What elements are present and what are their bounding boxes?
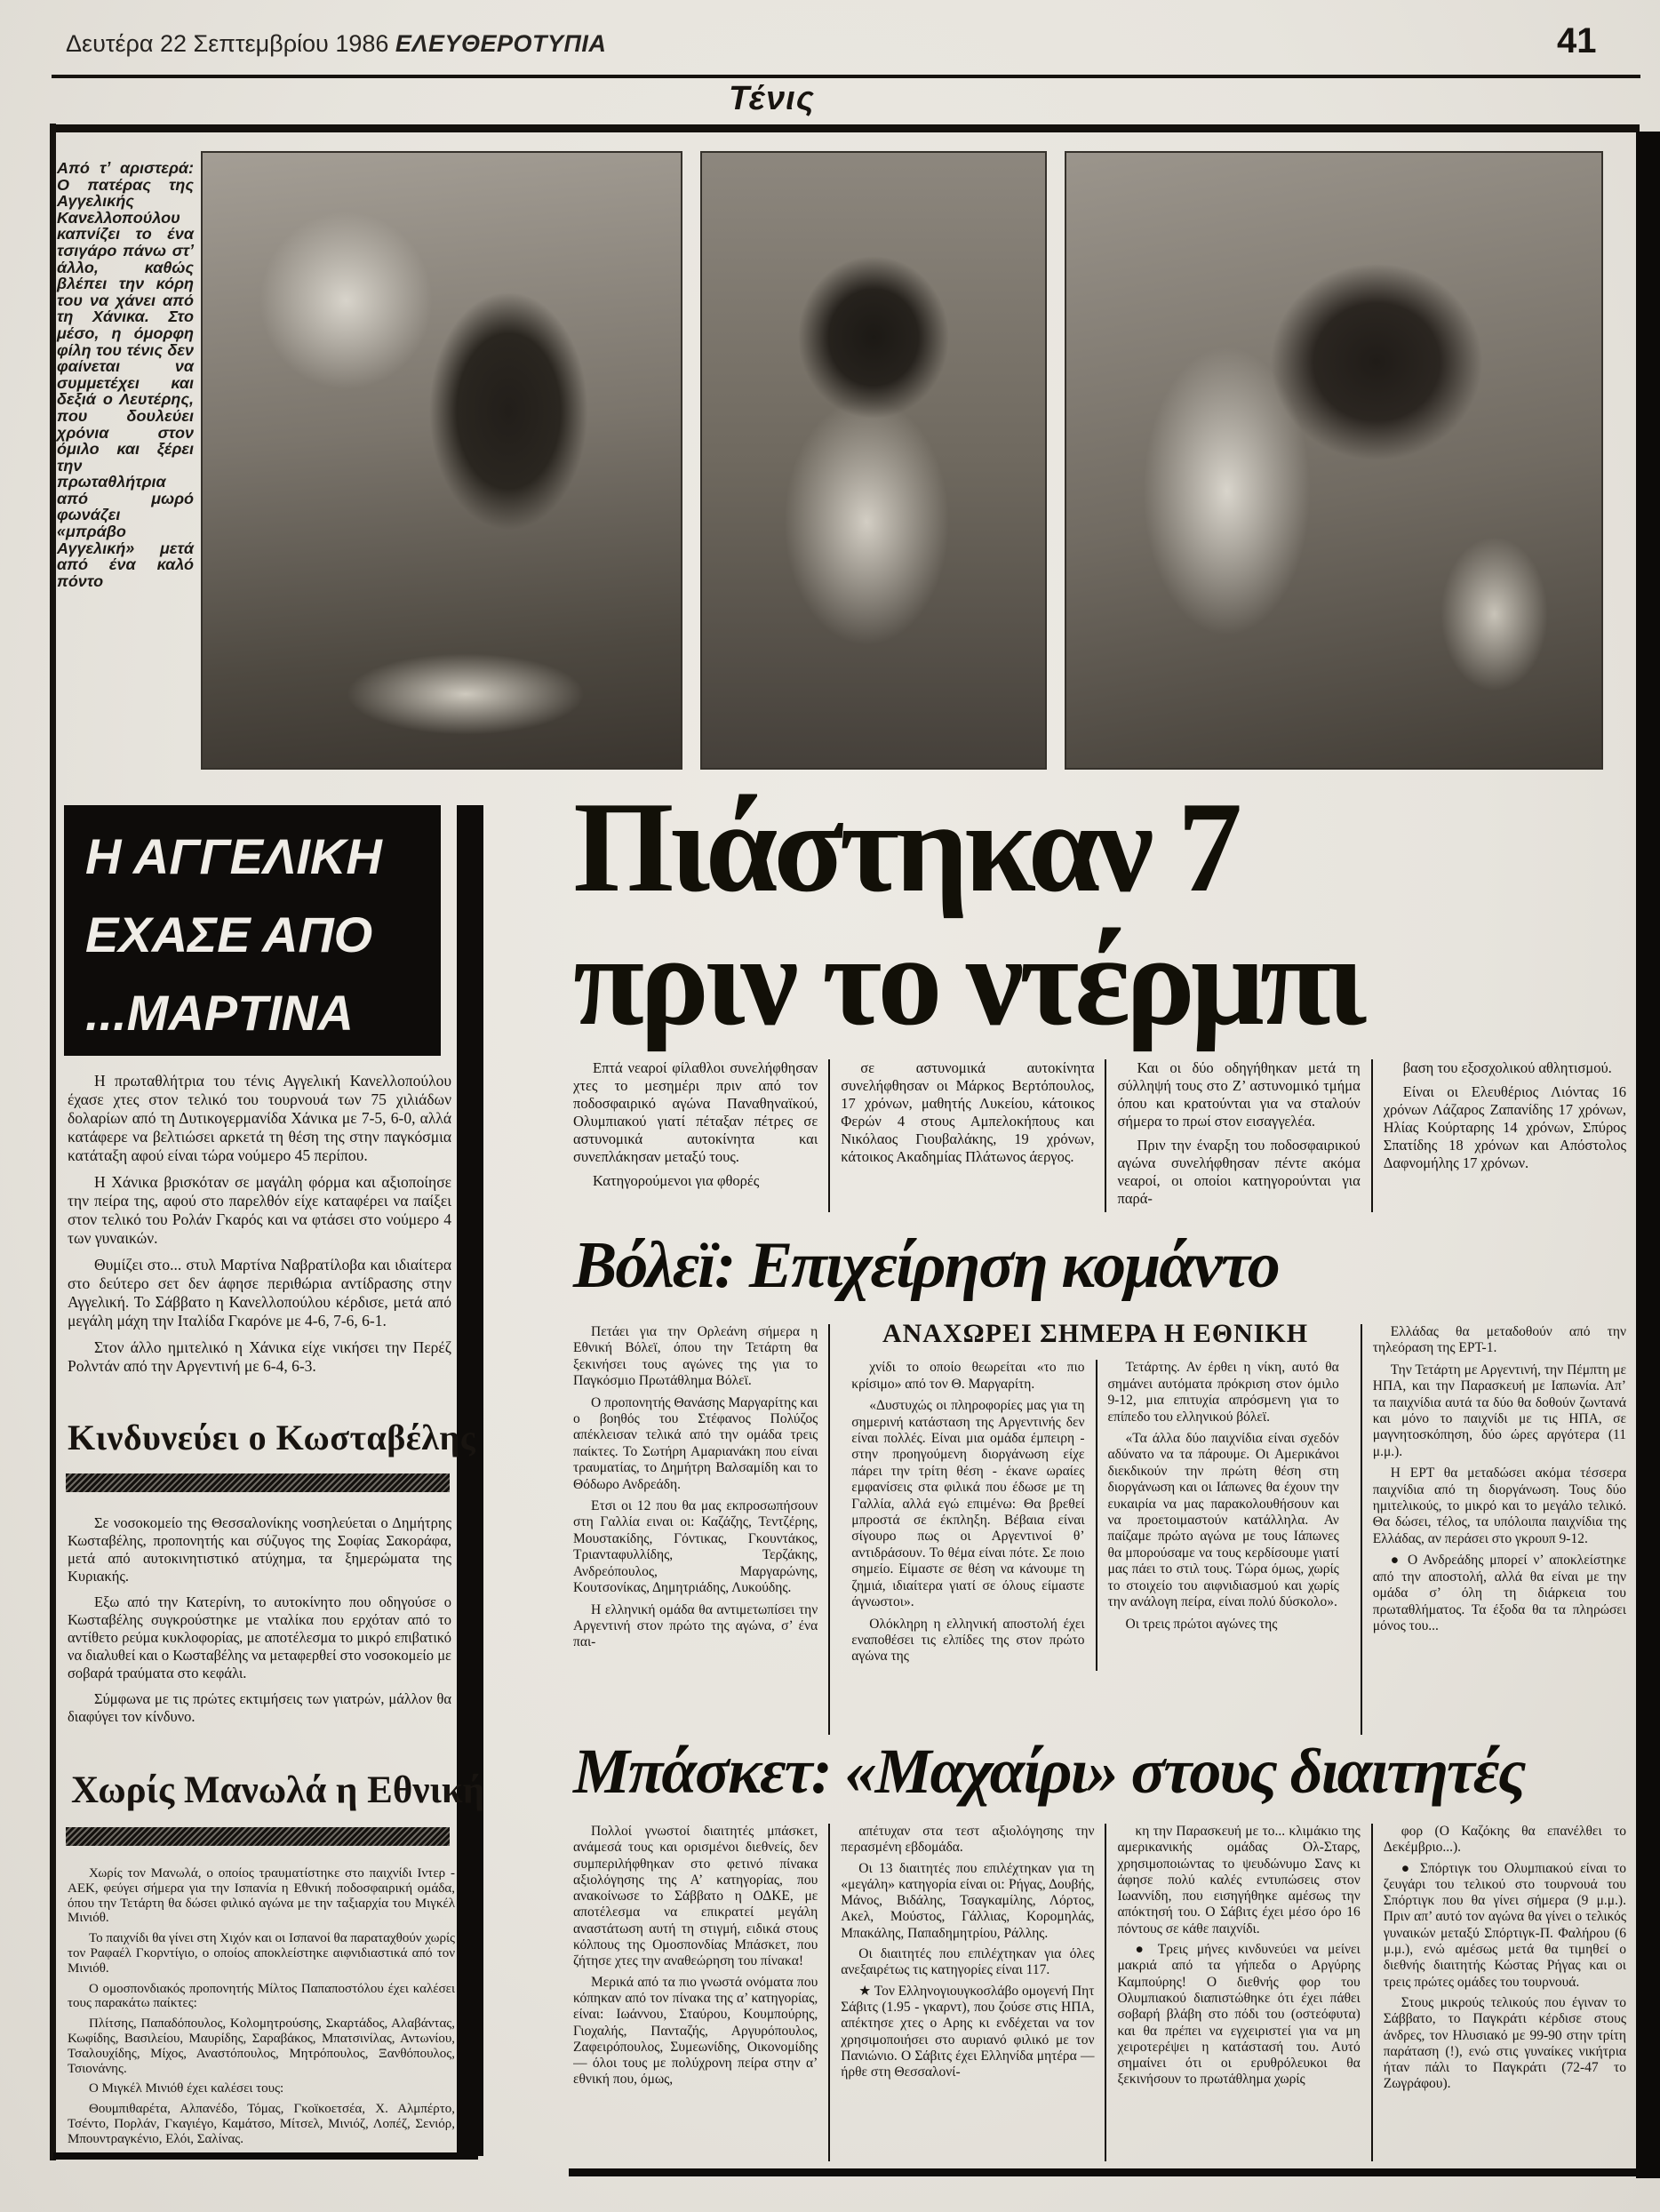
paragraph: ● Τρεις μήνες κινδυνεύει να μείνει μακριά από τα γήπεδα ο Αργύρης Καμπούρης! Ο διεθνής φορ του Ολυμπιακού διαπιστώθηκε ότι έχει πάθει σοβαρή βλάβη στο πόδι του (οστεόφυτα) και θα πρέπει να εγχειριστεί για να μη χειροτερέψει η κατάστασή του. Αυτό σημαίνει ότι οι ερυθρόλευκοι θα ξεκινήσουν το πρωτάθλημα χωρίς: [1117, 1942, 1361, 2088]
section-label: Τένις: [729, 80, 815, 117]
paragraph: «Δυστυχώς οι πληροφορίες μας για τη σημερινή κατάσταση της Αργεντινής δεν είναι πολλές. Είναι μια ομάδα έμπειρη - στην προηγούμενη διοργάνωση είχε πάρει την τρίτη θέση - έκανε ωραίες εμφανίσεις στα φιλικά που έδωσε με τη Γαλλία, αλλά εγώ επιμένω: Θα βρεθεί μπροστά σε έκπληξη. Βέβαια είναι σίγουρο πως οι Αργεντινοί θ’ αντιδράσουν. Το θέμα είναι πότε. Σε ποιο σημείο. Είμαστε σε θέση να κάνουμε τη ζημιά, ιδιαίτερα γιατί σε όλους είμαστε άγνωστοι».: [851, 1398, 1085, 1610]
paragraph: Είναι οι Ελευθέριος Λιόντας 16 χρόνων Λάζαρος Ζαπανίδης 17 χρόνων, Ηλίας Κούρταρης 14 χρόνων, Σπύρος Σπατίδης 18 χρόνων και Απόστολος Δαφνομήλης 17 χρόνων.: [1383, 1083, 1626, 1171]
paragraph: απέτυχαν στα τεστ αξιολόγησης την περασμένη εβδομάδα.: [841, 1824, 1095, 1856]
left-column-bottom-rule: [53, 2152, 478, 2160]
derby-headline-line1: Πιάστηκαν 7: [573, 775, 1238, 919]
paragraph: Στους μικρούς τελικούς που έγιναν το Σάββατο, το Παγκράτι κέρδισε στους άνδρες, τον Ηλυσιακό με 99-90 στην τρίτη παράταση (!), ενώ στις γυναίκες νικήτρια ήταν πάλι το Παγκράτι (72-47 το Ζωγράφου).: [1383, 1994, 1626, 2092]
paragraph: Ολόκληρη η ελληνική αποστολή έχει εναποθέσει τις ελπίδες της στον πρώτο αγώνα της: [851, 1616, 1085, 1665]
paragraph: χνίδι το οποίο θεωρείται «το πιο κρίσιμο» από τον Θ. Μαργαρίτη.: [851, 1360, 1085, 1392]
paragraph: Ο ομοσπονδιακός προπονητής Μίλτος Παπαποστόλου έχει καλέσει τους παρακάτω παίκτες:: [68, 1981, 455, 2011]
main-bottom-rule: [569, 2168, 1640, 2176]
tennis-headline-line3: ...ΜΑΡΤΙΝΑ: [85, 985, 354, 1041]
photo-woman-spectator: [700, 151, 1047, 770]
paragraph: Ο προπονητής Θανάσης Μαργαρίτης και ο βοηθός του Στέφανος Πολύζος απέκλεισαν τελικά από την ομάδα τρεις παίκτες. Το Σωτήρη Αμαριανάκη που είναι τραυματίας, το Δημήτρη Βαλσαμίδη και το Θόδωρο Ανδρεάδη.: [573, 1394, 818, 1492]
paragraph: Η πρωταθλήτρια του τένις Αγγελική Κανελλοπούλου έχασε χτες στον τελικό του τουρνουά των 75 χιλιάδων δολαρίων από τη Δυτικογερμανίδα Χάνικα με 7-5, 6-0, αλλά κατάφερε να βελτιώσει αρκετά τη θέση της στην παγκόσμια κατάταξη αφού είναι τώρα νούμερο 45 περίπου.: [68, 1072, 451, 1164]
vertical-divider-bar: [457, 805, 483, 2156]
paragraph: Σύμφωνα με τις πρώτες εκτιμήσεις των γιατρών, μάλλον θα διαφύγει τον κίνδυνο.: [68, 1690, 451, 1725]
volley-columns: [573, 1324, 1637, 1735]
paragraph: Χωρίς τον Μανωλά, ο οποίος τραυματίστηκε στο παιχνίδι Ιντερ - ΑΕΚ, φεύγει σήμερα για την Ισπανία η Εθνική ποδοσφαιρική ομάδα, όπου την Τετάρτη θα δώσει φιλικό αγώνα με την ταξιαρχία του Μιγκέλ Μινιόθ.: [68, 1866, 455, 1926]
paragraph: Η ΕΡΤ θα μεταδώσει ακόμα τέσσερα παιχνίδια από τη διοργάνωση. Τους δύο ημιτελικούς, το μικρό και το μεγάλο τελικό. Θα δώσει, τέλος, τα υπόλοιπα παιχνίδια της Ελλάδας, αν περάσει στο γκρουπ 9-12.: [1372, 1465, 1626, 1546]
paragraph: Το παιχνίδι θα γίνει στη Χιχόν και οι Ισπανοί θα παραταχθούν χωρίς τον Ραφαέλ Γκορντίγιο, ο οποίος αποκλείστηκε αιφνιδιαστικά από τον Μινιόθ.: [68, 1931, 455, 1976]
paragraph: Και οι δύο οδηγήθηκαν μετά τη σύλληψή τους στο Ζ’ αστυνομικό τμήμα όπου και κρατούνται για να σταλούν σήμερα το πρωί στον εισαγγελέα.: [1117, 1059, 1361, 1130]
paragraph: Την Τετάρτη με Αργεντινή, την Πέμπτη με ΗΠΑ, και την Παρασκευή με Ιαπωνία. Απ’ τα παιχνίδια αυτά τα δύο θα δοθούν ζωντανά και μόνο το παιχνίδι με τις ΗΠΑ, σε μαγνητοσκόπηση, δύο ώρες αργότερα (11 μ.μ.).: [1372, 1362, 1626, 1459]
paragraph: Κατηγορούμενοι για φθορές: [593, 1172, 760, 1189]
basket-column-2: [828, 1824, 1105, 2161]
volley-middle-columns: [841, 1360, 1350, 1670]
paragraph: Επτά νεαροί φίλαθλοι συνελήφθησαν χτες το μεσημέρι πριν από τον ποδοσφαιρικό αγώνα Παναθηναϊκού, Ολυμπιακού γιατί πέταξαν πέτρες σε αστυνομικά αυτοκίνητα και συνεπλάκησαν μεταξύ τους.: [573, 1059, 818, 1165]
paragraph: ● Ο Ανδρεάδης μπορεί ν’ αποκλείστηκε από την αποστολή, αλλά θα είναι με την ομάδα σ’ όλη τη διάρκεια του πρωταθλήματος. Τα έξοδα θα τα πληρώσει μόνος του...: [1372, 1553, 1626, 1633]
paragraph: Θουμπιθαρέτα, Αλπανέδο, Τόμας, Γκοϊκοετσέα, Χ. Αλμπέρτο, Τσέντο, Πορλάν, Γκαγιέγο, Καμάτσο, Μίτσελ, Μινιόζ, Λοπέζ, Σενιόρ, Μπουντραγκένιο, Ελόι, Σαλίνας.: [68, 2102, 455, 2146]
basket-headline: Μπάσκετ: «Μαχαίρι» στους διαιτητές: [573, 1736, 1525, 1807]
basket-column-1: [573, 1824, 828, 2161]
header-dateline: [66, 30, 606, 58]
page-left-rule: [50, 124, 56, 2160]
paragraph: Στον άλλο ημιτελικό η Χάνικα είχε νικήσει την Περέζ Ρολντάν από την Αργεντινή με 6-4, 6-3.: [68, 1338, 451, 1375]
halftone-bar: [66, 1473, 450, 1492]
tennis-headline-line2: ΕΧΑΣΕ ΑΠΟ: [85, 906, 373, 962]
paragraph: Οι 13 διαιτητές που επιλέχτηκαν για τη «μεγάλη» κατηγορία είναι οι: Ρήγας, Δουβής, Μάνος, Βιδάλης, Τσαγκαμίλης, Λόρτος, Ακελ, Μούστος, Γάλλιας, Κορομηλάς, Μπακάλης, Παπαδημητρίου, Ράλλης.: [841, 1860, 1095, 1941]
paragraph: ★ Τον Ελληνογιουγκοσλάβο ομογενή Πητ Σάβιτς (1.95 - γκαρντ), που ζούσε στις ΗΠΑ, απέκτησε χτες ο Αρης κι ενδέχεται να τον χρησιμοποιήσει στο αυριανό φιλικό με τον Πανιώνιο. Ο Σάβιτς έχει Ελληνίδα μητέρα — ήρθε στη Θεσσαλονί-: [841, 1983, 1095, 2080]
masthead: ΕΛΕΥΘΕΡΟΤΥΠΙΑ: [395, 30, 607, 57]
volley-column-3: [1096, 1360, 1350, 1670]
tennis-headline-box: [64, 805, 441, 1056]
volley-column-1: [573, 1324, 828, 1735]
paragraph: Οι διαιτητές που επιλέχτηκαν για όλες ανεξαιρέτως τις κατηγορίες είναι 117.: [841, 1946, 1095, 1978]
paragraph: σε αστυνομικά αυτοκίνητα συνελήφθησαν οι Μάρκος Βερτόπουλος, 17 χρόνων, μαθητής Λυκείου, κάτοικος Φερών 4 στους Αμπελοκήπους και Νικόλαος Γιουβαλάκης, 19 χρόνων, κάτοικος Ακαδημίας Πλάτωνος άεργος.: [841, 1059, 1095, 1165]
paragraph: κη την Παρασκευή με το... κλιμάκιο της αμερικανικής ομάδας Ολ-Σταρς, χρησιμοποιώντας το ψευδώνυμο Σανς κι άφησε πολύ καλές εντυπώσεις στον Ιωαννίδη, που εισηγήθηκε αμέσως την απόκτησή του. Ο Σάβιτς έχει μέσο όρο 16 πόντους σε κάθε παιχνίδι.: [1117, 1824, 1361, 1936]
page-right-bar: [1636, 132, 1660, 2178]
kostavelis-article-body: [68, 1514, 451, 1734]
paragraph: Πολλοί γνωστοί διαιτητές μπάσκετ, ανάμεσά τους και ορισμένοι διεθνείς, δεν συμπεριλήφθηκαν στο φετινό πίνακα αξιολόγησης της Α’ κατηγορίας, που ανακοίνωσε το Σάββατο η ΟΔΚΕ, με αποτέλεσμα να επικρατεί μεγάλη αναστάτωση αυτή τη στιγμή, ειδικά στους κόλπους της Ομοσπονδίας Μπάσκετ, που ζήτησε χτες την αναθεώρηση του πίνακα!: [573, 1824, 818, 1969]
volley-column-2: [841, 1360, 1095, 1670]
derby-column-3: [1105, 1059, 1370, 1212]
paragraph: Η Χάνικα βρισκόταν σε μαγάλη φόρμα και αξιοποίησε την πείρα της, αφού στο παρελθόν είχε καταφέρει να παίξει στον τελικό του Ρολάν Γκαρός και να φτάσει στο νούμερο 4 των γυναικών.: [68, 1173, 451, 1247]
derby-columns: [573, 1059, 1637, 1212]
photo-caption: Από τ’ αριστερά: Ο πατέρας της Αγγελικής Κανελλοπούλου καπνίζει το ένα τσιγάρο πάνω στ’ άλλο, καθώς βλέπει την κόρη του να χάνει από τη Χάνικα. Στο μέσο, η όμορφη φίλη του τένις δεν φαίνεται να συμμετέχει και δεξιά ο Λευτέρης, που δουλεύει χρόνια στον όμιλο και ξέρει την πρωταθλήτρια από μωρό φωνάζει «μπράβο Αγγελική» μετά από ένα καλό πόντο: [57, 159, 194, 590]
volley-column-4: [1361, 1324, 1637, 1735]
page-number: 41: [1557, 21, 1597, 60]
derby-headline-line2: πριν το ντέρμπι: [573, 908, 1362, 1052]
photo-father-smoking: [201, 151, 682, 770]
volley-middle-block: [828, 1324, 1361, 1735]
derby-column-4: [1371, 1059, 1637, 1212]
volley-subhead: ΑΝΑΧΩΡΕΙ ΣΗΜΕΡΑ Η ΕΘΝΙΚΗ: [882, 1324, 1309, 1348]
paragraph: Εξω από την Κατερίνη, το αυτοκίνητο που οδηγούσε ο Κωσταβέλης συγκρούστηκε με νταλίκα που ερχόταν από το αντίθετο ρεύμα κυκλοφορίας, με αποτέλεσμα το μικρό επιβατικό να διαλυθεί και ο Κωσταβέλης να μεταφερθεί στο νοσοκομείο με σοβαρά τραύματα στο κεφάλι.: [68, 1593, 451, 1681]
paragraph: βαση του εξοσχολικού αθλητισμού.: [1402, 1059, 1612, 1076]
section-bar: [52, 124, 1640, 132]
paragraph: Πετάει για την Ορλεάνη σήμερα η Εθνική Βόλεϊ, όπου την Τετάρτη θα ξεκινήσει τους αγώνες της για το Παγκόσμιο Πρωτάθλημα Βόλεϊ.: [573, 1324, 818, 1389]
photo-man-clapping: [1065, 151, 1603, 770]
paragraph: Πλίτσης, Παπαδόπουλος, Κολομητρούσης, Σκαρτάδος, Αλαβάντας, Κωφίδης, Βασιλείου, Μαυρίδης, Σαραβάκος, Μπατσινίλας, Αντωνίου, Τσαλουχίδης, Μίχος, Αναστόπουλος, Μητρόπουλος, Ξανθόπουλος, Τσιονάνης.: [68, 2016, 455, 2076]
manolas-article-body: [68, 1866, 455, 2152]
basket-column-4: [1371, 1824, 1637, 2161]
tennis-article-body: [68, 1072, 451, 1384]
date-text: Δευτέρα 22 Σεπτεμβρίου 1986: [66, 30, 389, 57]
paragraph: «Τα άλλα δύο παιχνίδια είναι σχεδόν αδύνατο να τα πάρουμε. Οι Αμερικάνοι διεκδικούν την πρώτη θέση στη διοργάνωση και οι Ιάπωνες θα έχουν την ευκαιρία να μας παρακολουθήσουν και να προετοιμαστούν κατάλληλα. Αν παίζαμε πρώτο αγώνα με τους Ιάπωνες θα μπορούσαμε να τους κερδίσουμε γιατί μας πάει το στιλ τους. Τώρα όμως, χωρίς το στοιχείο του αιφνιδιασμού και χωρίς την ανάλογη πείρα, είναι πολύ δύσκολο».: [1107, 1431, 1339, 1610]
paragraph: Οι τρεις πρώτοι αγώνες της: [1125, 1616, 1278, 1632]
header-rule: [52, 75, 1640, 78]
basket-column-3: [1105, 1824, 1370, 2161]
paragraph: Η ελληνική ομάδα θα αντιμετωπίσει την Αργεντινή στον πρώτο της αγώνα, σ’ ένα παι-: [573, 1601, 818, 1650]
derby-headline: [573, 775, 1640, 1052]
volley-headline: Βόλεϊ: Επιχείρηση κομάντο: [573, 1229, 1279, 1302]
paragraph: φορ (Ο Καζόκης θα επανέλθει το Δεκέμβριο...).: [1383, 1824, 1626, 1856]
kostavelis-headline: Κινδυνεύει ο Κωσταβέλης: [68, 1417, 476, 1457]
paragraph: Ελλάδας θα μεταδοθούν από την τηλεόραση της ΕΡΤ-1.: [1372, 1324, 1626, 1356]
paragraph: Τετάρτης. Αν έρθει η νίκη, αυτό θα σημάνει αυτόματα πρόκριση στον όμιλο 9-12, μια επιτυχία απρόσμενη για το επίπεδο του ελληνικού βόλεϊ.: [1107, 1360, 1339, 1425]
paragraph: ● Σπόρτιγκ του Ολυμπιακού είναι το ζευγάρι του τελικού στο τουρνουά του Σπόρτιγκ που θα γίνει σήμερα (9 μ.μ.). Πριν απ’ αυτό τον αγώνα θα γίνει ο τελικός γυναικών μεταξύ Σπόρτιγκ-Π. Φαλήρου (6 μ.μ.), ενώ αμέσως μετά θα τιμηθεί ο διεθνής διαιτητής Κώστας Ρήγας και οι τρεις πρώτες ομάδες του τουρνουά.: [1383, 1860, 1626, 1990]
halftone-bar: [66, 1827, 450, 1846]
paragraph: Σε νοσοκομείο της Θεσσαλονίκης νοσηλεύεται ο Δημήτρης Κωσταβέλης, προπονητής και σύζυγος της Σοφίας Σακοράφα, μετά από αυτοκινητιστικό ατύχημα, τα ξημερώματα της Κυριακής.: [68, 1514, 451, 1585]
tennis-headline-line1: Η ΑΓΓΕΛΙΚΗ: [85, 828, 382, 884]
paragraph: Ο Μιγκέλ Μινιόθ έχει καλέσει τους:: [89, 2081, 284, 2096]
basket-columns: [573, 1824, 1637, 2161]
paragraph: Μερικά από τα πιο γνωστά ονόματα που κόπηκαν από τον πίνακα της α’ κατηγορίας, είναι: Ιωάννου, Σταύρου, Κουμπούρης, Γιοχαλής, Πανταζής, Αργυρόπουλος, Ζαφειρόπουλος, Συμεωνίδης, Οικονομίδης — όλοι τους με πολύχρονη πείρα στην α’ εθνική που, όμως,: [573, 1974, 818, 2088]
derby-column-2: [828, 1059, 1105, 1212]
paragraph: Θυμίζει στο... στυλ Μαρτίνα Ναβρατίλοβα και ιδιαίτερα στο δεύτερο σετ δεν άφησε περιθώρια αντίδρασης στην Αγγελική. Το Σάββατο η Κανελλοπούλου κέρδισε, μετά από μεγάλη μάχη την Ιταλίδα Γκαρόνε με 4-6, 7-6, 6-1.: [68, 1256, 451, 1330]
derby-column-1: [573, 1059, 828, 1212]
manolas-headline: Χωρίς Μανωλά η Εθνική: [71, 1769, 485, 1811]
paragraph: Ετσι οι 12 που θα μας εκπροσωπήσουν στη Γαλλία ειναι οι: Καζάζης, Τεντζέρης, Μουστακίδης, Γόντικας, Γκουντάκος, Τριανταφυλλίδης, Τερζάκης, Ανδρεόπουλος, Μαργαρώνης, Κουτσονίκας, Δημητριάδης, Λυκούδης.: [573, 1498, 818, 1596]
paragraph: Πριν την έναρξη του ποδοσφαιρικού αγώνα συνελήφθησαν πέντε ακόμα νεαροί, οι οποίοι κατηγορούνται για παρά-: [1117, 1137, 1361, 1207]
